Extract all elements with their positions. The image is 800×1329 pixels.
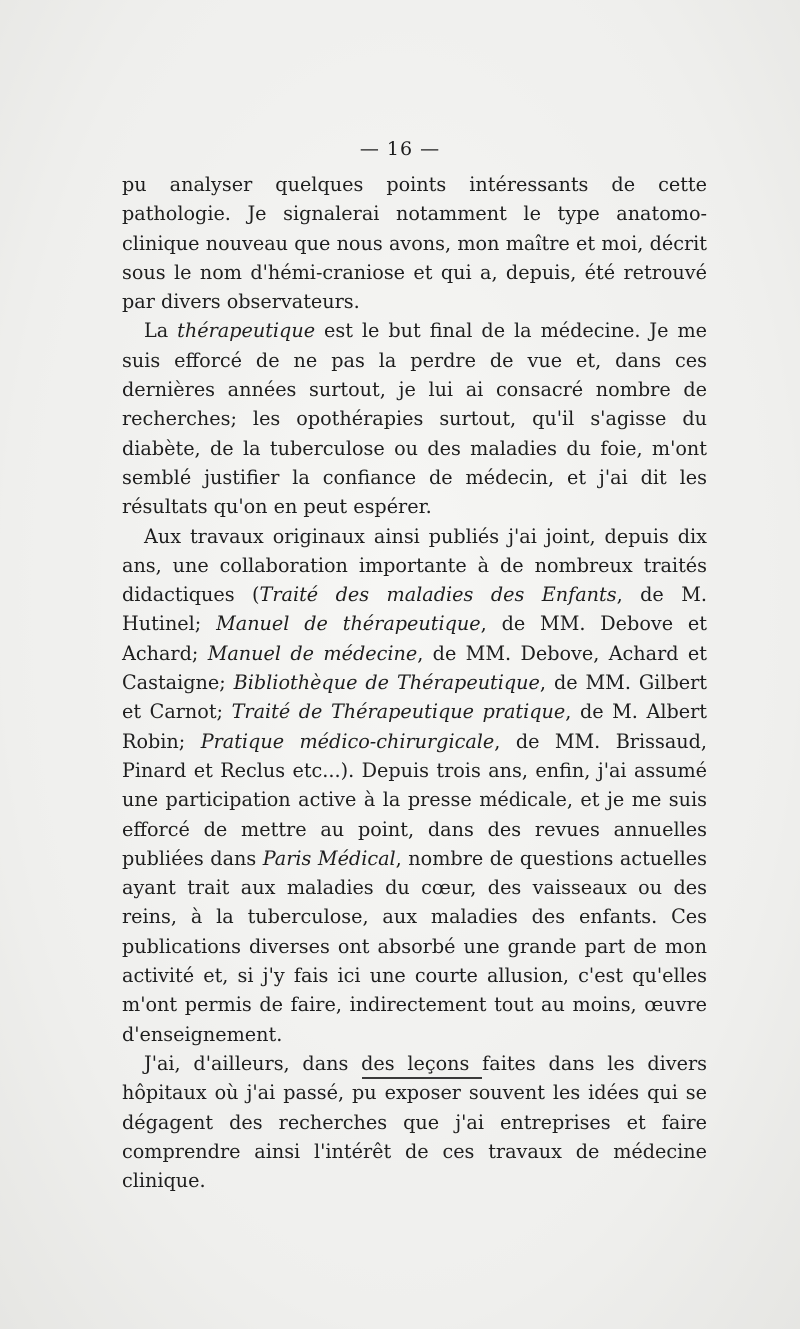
- italic-title: Paris Médical: [262, 846, 396, 870]
- text-run: , de MM. Debove et Achard;: [122, 612, 707, 665]
- text-run: , nombre de questions actuelles ayant trait aux maladies du cœur, des vaisseaux ou des reins, à la tuberculose, aux maladies des enfants. Ces publications diverses ont absorbé une grande part de mon activité et, si j'y fais ici une courte allusion, c'est qu'elles m'ont permis de faire, indirectement tout au moins, œuvre d'enseignement.: [122, 846, 707, 1046]
- paragraph-2: [122, 316, 707, 521]
- text-run: , de MM. Brissaud, Pinard et Reclus etc...). Depuis trois ans, enfin, j'ai assumé une participation active à la presse médicale, et je me suis efforcé de mettre au point, dans des revues annuelles publiées dans: [122, 729, 707, 870]
- italic-title: Traité des maladies des Enfants: [259, 583, 617, 607]
- text-run: , de M. Hutinel;: [122, 583, 707, 636]
- paragraph-4: J'ai, d'ailleurs, dans des leçons faites dans les divers hôpitaux où j'ai passé, pu exposer souvent les idées qui se dégagent des recherches que j'ai entreprises et faire comprendre ainsi l'intérêt de ces travaux de médecine clinique.: [122, 1051, 707, 1193]
- paragraph-1: pu analyser quelques points intéressants de cette pathologie. Je signalerai notamment le type anatomo-clinique nouveau que nous avons, mon maître et moi, décrit sous le nom d'hémi-craniose et qui a, depuis, été retrouvé par divers observateurs.: [122, 173, 707, 314]
- italic-title: Pratique médico-chirurgicale: [200, 729, 495, 753]
- italic-title: Manuel de médecine: [207, 641, 418, 665]
- paragraph-3: [122, 522, 707, 1049]
- italic-title: Manuel de thérapeutique: [216, 612, 481, 636]
- text-run: La: [144, 319, 178, 343]
- text-run: , de MM. Gilbert et Carnot;: [122, 671, 707, 724]
- page-number: — 16 —: [359, 138, 441, 160]
- end-rule: [362, 1077, 482, 1079]
- text-run: , de MM. Debove, Achard et Castaigne;: [122, 641, 707, 695]
- text-run: Aux travaux originaux ainsi publiés j'ai joint, depuis dix ans, une collaboration importante à de nombreux traités didactiques (: [122, 524, 707, 607]
- italic-term: thérapeutique: [177, 319, 316, 343]
- text-run: est le but final de la médecine. Je me suis efforcé de ne pas la perdre de vue et, dans ces dernières années surtout, je lui ai consacré nombre de recherches; les opothérapies surtout, qu'il s'agisse du diabète, de la tuberculose ou des maladies du foie, m'ont semblé justifier la confiance de médecin, et j'ai dit les résultats qu'on en peut espérer.: [122, 319, 708, 519]
- italic-title: Traité de Thérapeutique pratique: [231, 700, 566, 724]
- body-text: [122, 170, 707, 1195]
- italic-title: Bibliothèque de Thérapeutique: [233, 671, 540, 695]
- text-run: , de M. Albert Robin;: [122, 700, 707, 753]
